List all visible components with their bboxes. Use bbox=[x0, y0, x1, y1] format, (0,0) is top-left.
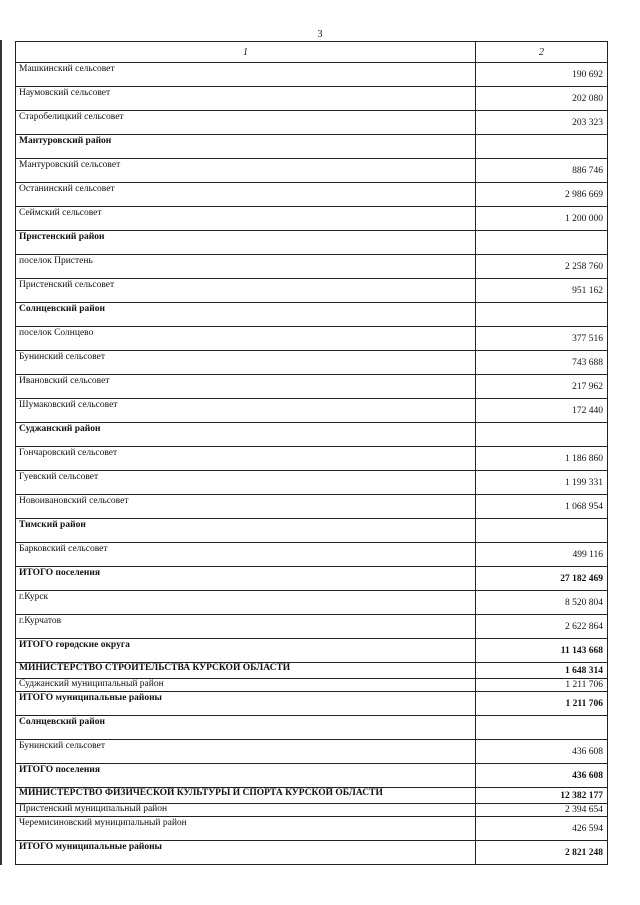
table-row bbox=[16, 740, 608, 764]
row-name-cell: Мантуровский сельсовет bbox=[16, 159, 476, 183]
row-value-cell: 1 186 860 bbox=[476, 447, 608, 471]
row-value-cell: 2 394 654 bbox=[476, 804, 608, 817]
row-value-cell: 499 116 bbox=[476, 543, 608, 567]
row-name-cell: Сеймский сельсовет bbox=[16, 207, 476, 231]
row-name-cell: поселок Пристень bbox=[16, 255, 476, 279]
row-name-cell: Гончаровский сельсовет bbox=[16, 447, 476, 471]
table-row bbox=[16, 327, 608, 351]
table-row bbox=[16, 303, 608, 327]
table-row bbox=[16, 639, 608, 663]
row-value-cell bbox=[476, 519, 608, 543]
row-name-cell: Машкинский сельсовет bbox=[16, 63, 476, 87]
row-name-cell: ИТОГО поселения bbox=[16, 567, 476, 591]
row-value-cell: 436 608 bbox=[476, 764, 608, 788]
row-value-cell: 1 200 000 bbox=[476, 207, 608, 231]
row-value-cell: 1 199 331 bbox=[476, 471, 608, 495]
header-col-2: 2 bbox=[476, 42, 608, 63]
table-row bbox=[16, 351, 608, 375]
row-value-cell bbox=[476, 231, 608, 255]
table-body bbox=[16, 63, 608, 865]
table-row bbox=[16, 804, 608, 817]
row-name-cell: Суджанский район bbox=[16, 423, 476, 447]
table-row bbox=[16, 399, 608, 423]
table-row bbox=[16, 183, 608, 207]
row-name-cell: Ивановский сельсовет bbox=[16, 375, 476, 399]
row-name-cell: Бунинский сельсовет bbox=[16, 351, 476, 375]
row-value-cell: 1 068 954 bbox=[476, 495, 608, 519]
table-row bbox=[16, 279, 608, 303]
row-value-cell: 436 608 bbox=[476, 740, 608, 764]
row-value-cell: 951 162 bbox=[476, 279, 608, 303]
table-row bbox=[16, 231, 608, 255]
row-value-cell bbox=[476, 423, 608, 447]
table-row bbox=[16, 817, 608, 841]
table-row bbox=[16, 543, 608, 567]
row-name-cell: МИНИСТЕРСТВО СТРОИТЕЛЬСТВА КУРСКОЙ ОБЛАСТИ bbox=[16, 663, 476, 679]
row-value-cell: 11 143 668 bbox=[476, 639, 608, 663]
row-value-cell: 2 986 669 bbox=[476, 183, 608, 207]
row-name-cell: Бунинский сельсовет bbox=[16, 740, 476, 764]
row-value-cell: 27 182 469 bbox=[476, 567, 608, 591]
row-value-cell: 743 688 bbox=[476, 351, 608, 375]
table-row bbox=[16, 591, 608, 615]
row-name-cell: ИТОГО городские округа bbox=[16, 639, 476, 663]
row-name-cell: ИТОГО муниципальные районы bbox=[16, 692, 476, 716]
table-row bbox=[16, 135, 608, 159]
row-name-cell: Тимский район bbox=[16, 519, 476, 543]
table-row bbox=[16, 788, 608, 804]
row-name-cell: Черемисиновский муниципальный район bbox=[16, 817, 476, 841]
row-value-cell: 1 648 314 bbox=[476, 663, 608, 679]
table-row bbox=[16, 159, 608, 183]
row-name-cell: Пристенский сельсовет bbox=[16, 279, 476, 303]
row-name-cell: Старобелицкий сельсовет bbox=[16, 111, 476, 135]
header-col-1: 1 bbox=[16, 42, 476, 63]
table-row bbox=[16, 375, 608, 399]
row-value-cell: 886 746 bbox=[476, 159, 608, 183]
table-row bbox=[16, 447, 608, 471]
table-row bbox=[16, 63, 608, 87]
row-name-cell: Солнцевский район bbox=[16, 716, 476, 740]
budget-table bbox=[15, 41, 608, 865]
table-row bbox=[16, 255, 608, 279]
row-name-cell: поселок Солнцево bbox=[16, 327, 476, 351]
table-row bbox=[16, 495, 608, 519]
table-row bbox=[16, 764, 608, 788]
table-row bbox=[16, 207, 608, 231]
table-row bbox=[16, 663, 608, 679]
row-value-cell: 1 211 706 bbox=[476, 692, 608, 716]
row-name-cell: Суджанский муниципальный район bbox=[16, 679, 476, 692]
row-name-cell: Шумаковский сельсовет bbox=[16, 399, 476, 423]
row-value-cell: 202 080 bbox=[476, 87, 608, 111]
row-value-cell: 2 622 864 bbox=[476, 615, 608, 639]
row-name-cell: Наумовский сельсовет bbox=[16, 87, 476, 111]
table-row bbox=[16, 567, 608, 591]
table-row bbox=[16, 519, 608, 543]
row-name-cell: г.Курск bbox=[16, 591, 476, 615]
row-name-cell: ИТОГО поселения bbox=[16, 764, 476, 788]
page-number: 3 bbox=[317, 29, 323, 40]
table-row bbox=[16, 111, 608, 135]
row-name-cell: Барковский сельсовет bbox=[16, 543, 476, 567]
row-value-cell: 377 516 bbox=[476, 327, 608, 351]
row-name-cell: г.Курчатов bbox=[16, 615, 476, 639]
header-row bbox=[16, 42, 608, 63]
row-value-cell: 8 520 804 bbox=[476, 591, 608, 615]
row-value-cell: 1 211 706 bbox=[476, 679, 608, 692]
row-value-cell: 2 258 760 bbox=[476, 255, 608, 279]
row-name-cell: Новоивановский сельсовет bbox=[16, 495, 476, 519]
row-value-cell: 426 594 bbox=[476, 817, 608, 841]
row-name-cell: ИТОГО муниципальные районы bbox=[16, 841, 476, 865]
row-value-cell: 12 382 177 bbox=[476, 788, 608, 804]
row-name-cell: Пристенский район bbox=[16, 231, 476, 255]
row-value-cell: 217 962 bbox=[476, 375, 608, 399]
table-row bbox=[16, 423, 608, 447]
row-value-cell: 203 323 bbox=[476, 111, 608, 135]
row-value-cell bbox=[476, 716, 608, 740]
row-name-cell: Гуевский сельсовет bbox=[16, 471, 476, 495]
table-row bbox=[16, 716, 608, 740]
page-left-edge bbox=[0, 40, 2, 865]
table-row bbox=[16, 615, 608, 639]
row-name-cell: МИНИСТЕРСТВО ФИЗИЧЕСКОЙ КУЛЬТУРЫ И СПОРТА КУРСКОЙ ОБЛАСТИ bbox=[16, 788, 476, 804]
row-name-cell: Мантуровский район bbox=[16, 135, 476, 159]
row-value-cell: 172 440 bbox=[476, 399, 608, 423]
table-row bbox=[16, 841, 608, 865]
row-value-cell: 190 692 bbox=[476, 63, 608, 87]
table-row bbox=[16, 692, 608, 716]
row-name-cell: Солнцевский район bbox=[16, 303, 476, 327]
row-value-cell bbox=[476, 135, 608, 159]
table-row bbox=[16, 471, 608, 495]
row-value-cell: 2 821 248 bbox=[476, 841, 608, 865]
row-name-cell: Останинский сельсовет bbox=[16, 183, 476, 207]
table-row bbox=[16, 679, 608, 692]
table-row bbox=[16, 87, 608, 111]
row-value-cell bbox=[476, 303, 608, 327]
row-name-cell: Пристенский муниципальный район bbox=[16, 804, 476, 817]
